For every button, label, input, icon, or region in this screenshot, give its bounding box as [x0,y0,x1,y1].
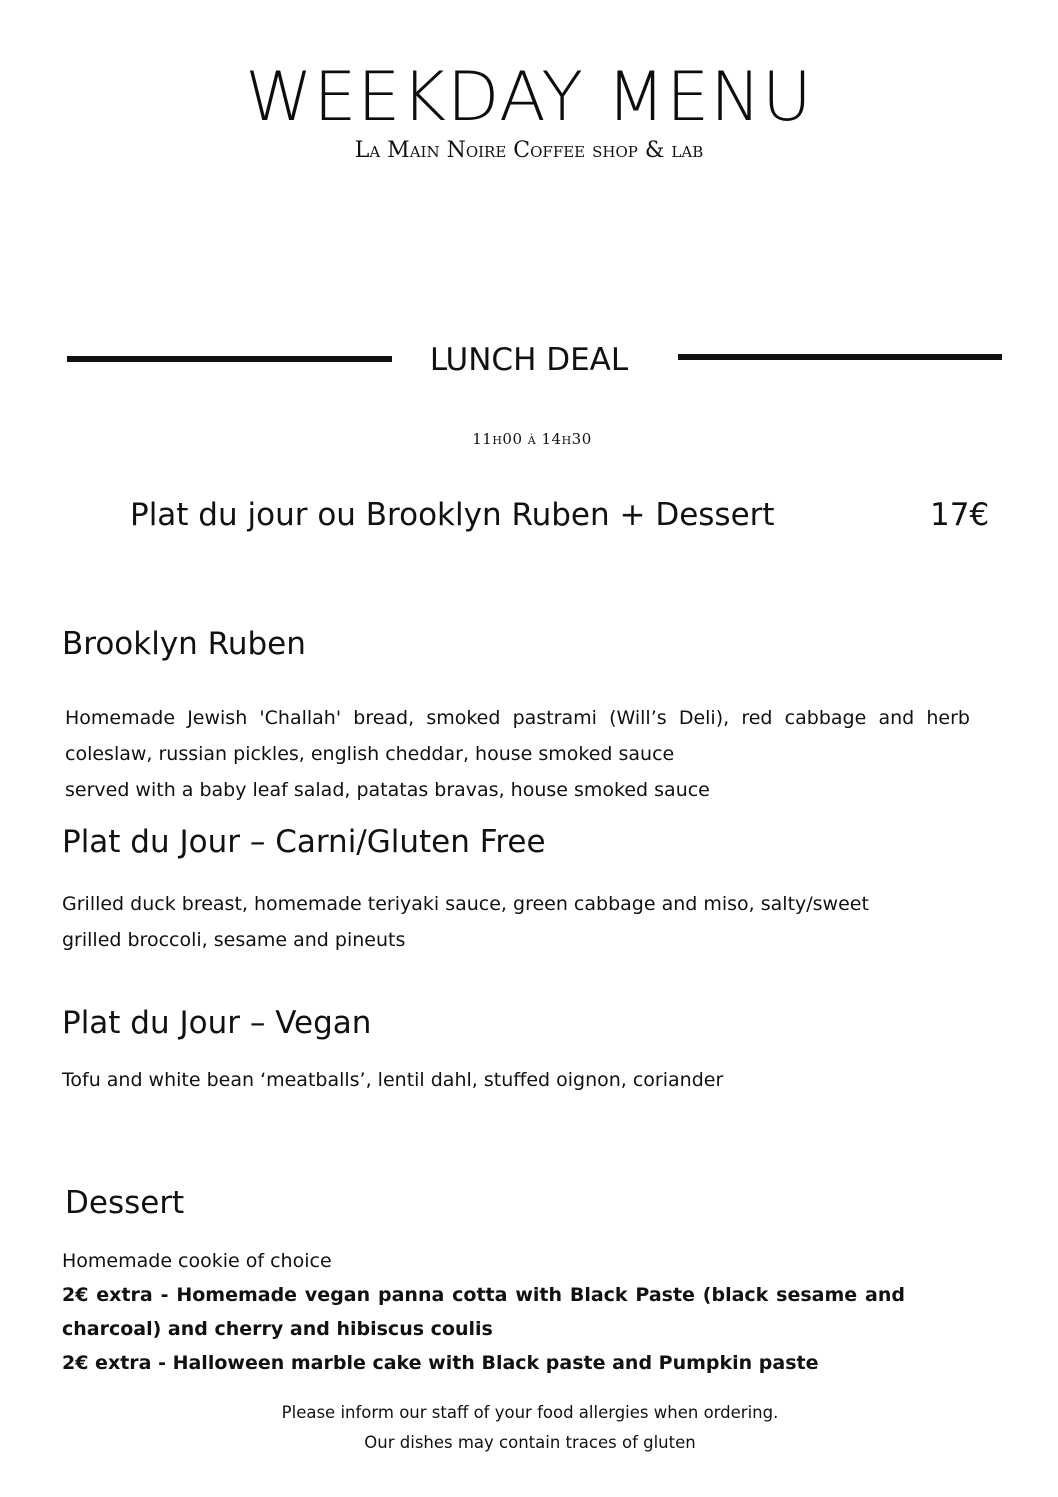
dessert-item-panna-cotta: 2€ extra - Homemade vegan panna cotta with Black Paste (black sesame and charcoal) and cherry and hibiscus coulis [62,1284,905,1340]
dessert-item-marble-cake: 2€ extra - Halloween marble cake with Black paste and Pumpkin paste [62,1352,819,1374]
plat-carni-title: Plat du Jour – Carni/Gluten Free [62,824,546,860]
menu-title: WEEKDAY MENU [245,58,813,137]
plat-vegan-title: Plat du Jour – Vegan [62,1005,372,1041]
plat-vegan-description: Tofu and white bean ‘meatballs’, lentil dahl, stuffed oignon, coriander [62,1069,724,1091]
allergy-notice: Please inform our staff of your food allergies when ordering. [281,1403,779,1422]
lunch-price: 17€ [930,497,990,533]
dessert-title: Dessert [65,1185,185,1221]
shop-name: La Main Noire Coffee shop & lab [354,138,704,163]
plat-carni-description: Grilled duck breast, homemade teriyaki sauce, green cabbage and miso, salty/sweet grilled broccoli, sesame and pineuts [62,893,869,951]
brooklyn-ruben-description: Homemade Jewish 'Challah' bread, smoked pastrami (Will’s Deli), red cabbage and herb coleslaw, russian pickles, english cheddar, house smoked sauce [65,707,970,765]
lunch-hours: 11h00 à 14h30 [472,430,592,448]
divider-right [678,354,1002,360]
dessert-item-cookie: Homemade cookie of choice [62,1250,332,1272]
brooklyn-ruben-sides: served with a baby leaf salad, patatas bravas, house smoked sauce [65,779,710,801]
brooklyn-ruben-title: Brooklyn Ruben [62,626,306,662]
lunch-offer: Plat du jour ou Brooklyn Ruben + Dessert [130,497,775,533]
gluten-notice: Our dishes may contain traces of gluten [364,1433,696,1452]
lunch-deal-title: LUNCH DEAL [429,342,629,378]
